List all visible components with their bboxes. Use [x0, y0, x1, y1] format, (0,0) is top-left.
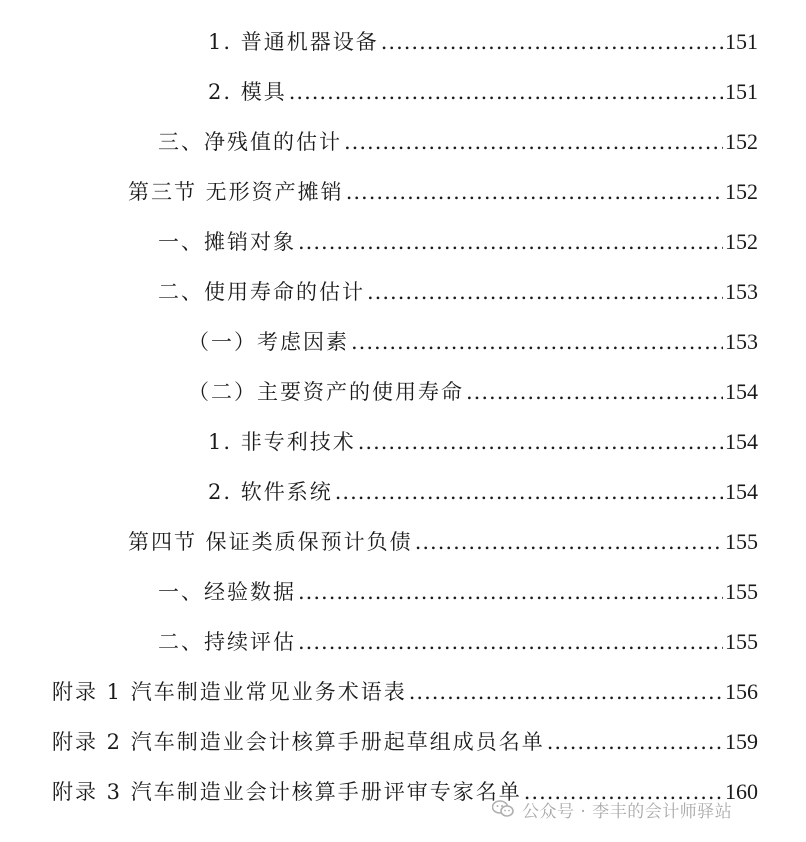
- toc-page-number: 152: [725, 179, 758, 204]
- toc-entry-label: 一、经验数据: [158, 580, 296, 604]
- toc-leader-dots: [358, 426, 723, 458]
- toc-entry-label: 一、摊销对象: [158, 230, 296, 254]
- toc-entry[interactable]: [52, 676, 758, 708]
- toc-page-number: 153: [725, 329, 758, 354]
- toc-leader-dots: [298, 626, 723, 658]
- toc-entry-label: 第四节 保证类质保预计负债: [128, 530, 413, 554]
- toc-entry[interactable]: [158, 576, 758, 608]
- toc-page-number: 155: [725, 629, 758, 654]
- toc-entry[interactable]: [188, 376, 758, 408]
- toc-entry[interactable]: [208, 476, 758, 508]
- toc-leader-dots: [381, 26, 723, 58]
- toc-entry-label: 附录 2 汽车制造业会计核算手册起草组成员名单: [52, 730, 545, 754]
- toc-leader-dots: [298, 226, 723, 258]
- toc-leader-dots: [367, 276, 723, 308]
- toc-leader-dots: [346, 176, 723, 208]
- toc-leader-dots: [466, 376, 723, 408]
- toc-entry[interactable]: [208, 76, 758, 108]
- toc-entry[interactable]: [158, 226, 758, 258]
- watermark-text: 公众号 · 李丰的会计师驿站: [522, 801, 733, 822]
- toc-entry-label: （二）主要资产的使用寿命: [188, 380, 464, 404]
- wechat-icon: [492, 800, 514, 818]
- toc-leader-dots: [351, 326, 723, 358]
- toc-entry-label: （一）考虑因素: [188, 330, 349, 354]
- watermark: [492, 796, 732, 822]
- toc-leader-dots: [335, 476, 723, 508]
- toc-page-number: 151: [725, 79, 758, 104]
- toc-entry-label: 第三节 无形资产摊销: [128, 180, 344, 204]
- toc-page-number: 160: [725, 779, 758, 804]
- toc-page-number: 153: [725, 279, 758, 304]
- toc-entry-label: 二、使用寿命的估计: [158, 280, 365, 304]
- toc-leader-dots: [289, 76, 723, 108]
- toc-entry-label: 三、净残值的估计: [158, 130, 342, 154]
- toc-entry[interactable]: [158, 626, 758, 658]
- toc-leader-dots: [547, 726, 723, 758]
- toc-leader-dots: [344, 126, 723, 158]
- toc-entry[interactable]: [158, 276, 758, 308]
- toc-entry[interactable]: [52, 726, 758, 758]
- toc-leader-dots: [409, 676, 723, 708]
- toc-page-number: 152: [725, 229, 758, 254]
- toc-entry[interactable]: [128, 176, 758, 208]
- toc-leader-dots: [298, 576, 723, 608]
- toc-page-number: 151: [725, 29, 758, 54]
- toc-entry-label: 附录 1 汽车制造业常见业务术语表: [52, 680, 407, 704]
- toc-entry-label: 2. 模具: [208, 80, 287, 104]
- toc-entry[interactable]: [208, 426, 758, 458]
- toc-entry[interactable]: [188, 326, 758, 358]
- toc-page-number: 152: [725, 129, 758, 154]
- toc-entry[interactable]: [158, 126, 758, 158]
- toc-page-number: 159: [725, 729, 758, 754]
- toc-entry-label: 2. 软件系统: [208, 480, 333, 504]
- toc-entry-label: 1. 非专利技术: [208, 430, 356, 454]
- toc-page-number: 154: [725, 479, 758, 504]
- toc-entry-label: 1. 普通机器设备: [208, 30, 379, 54]
- toc-leader-dots: [415, 526, 723, 558]
- toc-entry[interactable]: [128, 526, 758, 558]
- toc-entry-label: 二、持续评估: [158, 630, 296, 654]
- toc-page-number: 154: [725, 379, 758, 404]
- toc-page-number: 155: [725, 579, 758, 604]
- toc-page-number: 154: [725, 429, 758, 454]
- toc-entry[interactable]: [208, 26, 758, 58]
- toc-page-number: 156: [725, 679, 758, 704]
- toc-page-number: 155: [725, 529, 758, 554]
- toc-entry-label: 附录 3 汽车制造业会计核算手册评审专家名单: [52, 780, 522, 804]
